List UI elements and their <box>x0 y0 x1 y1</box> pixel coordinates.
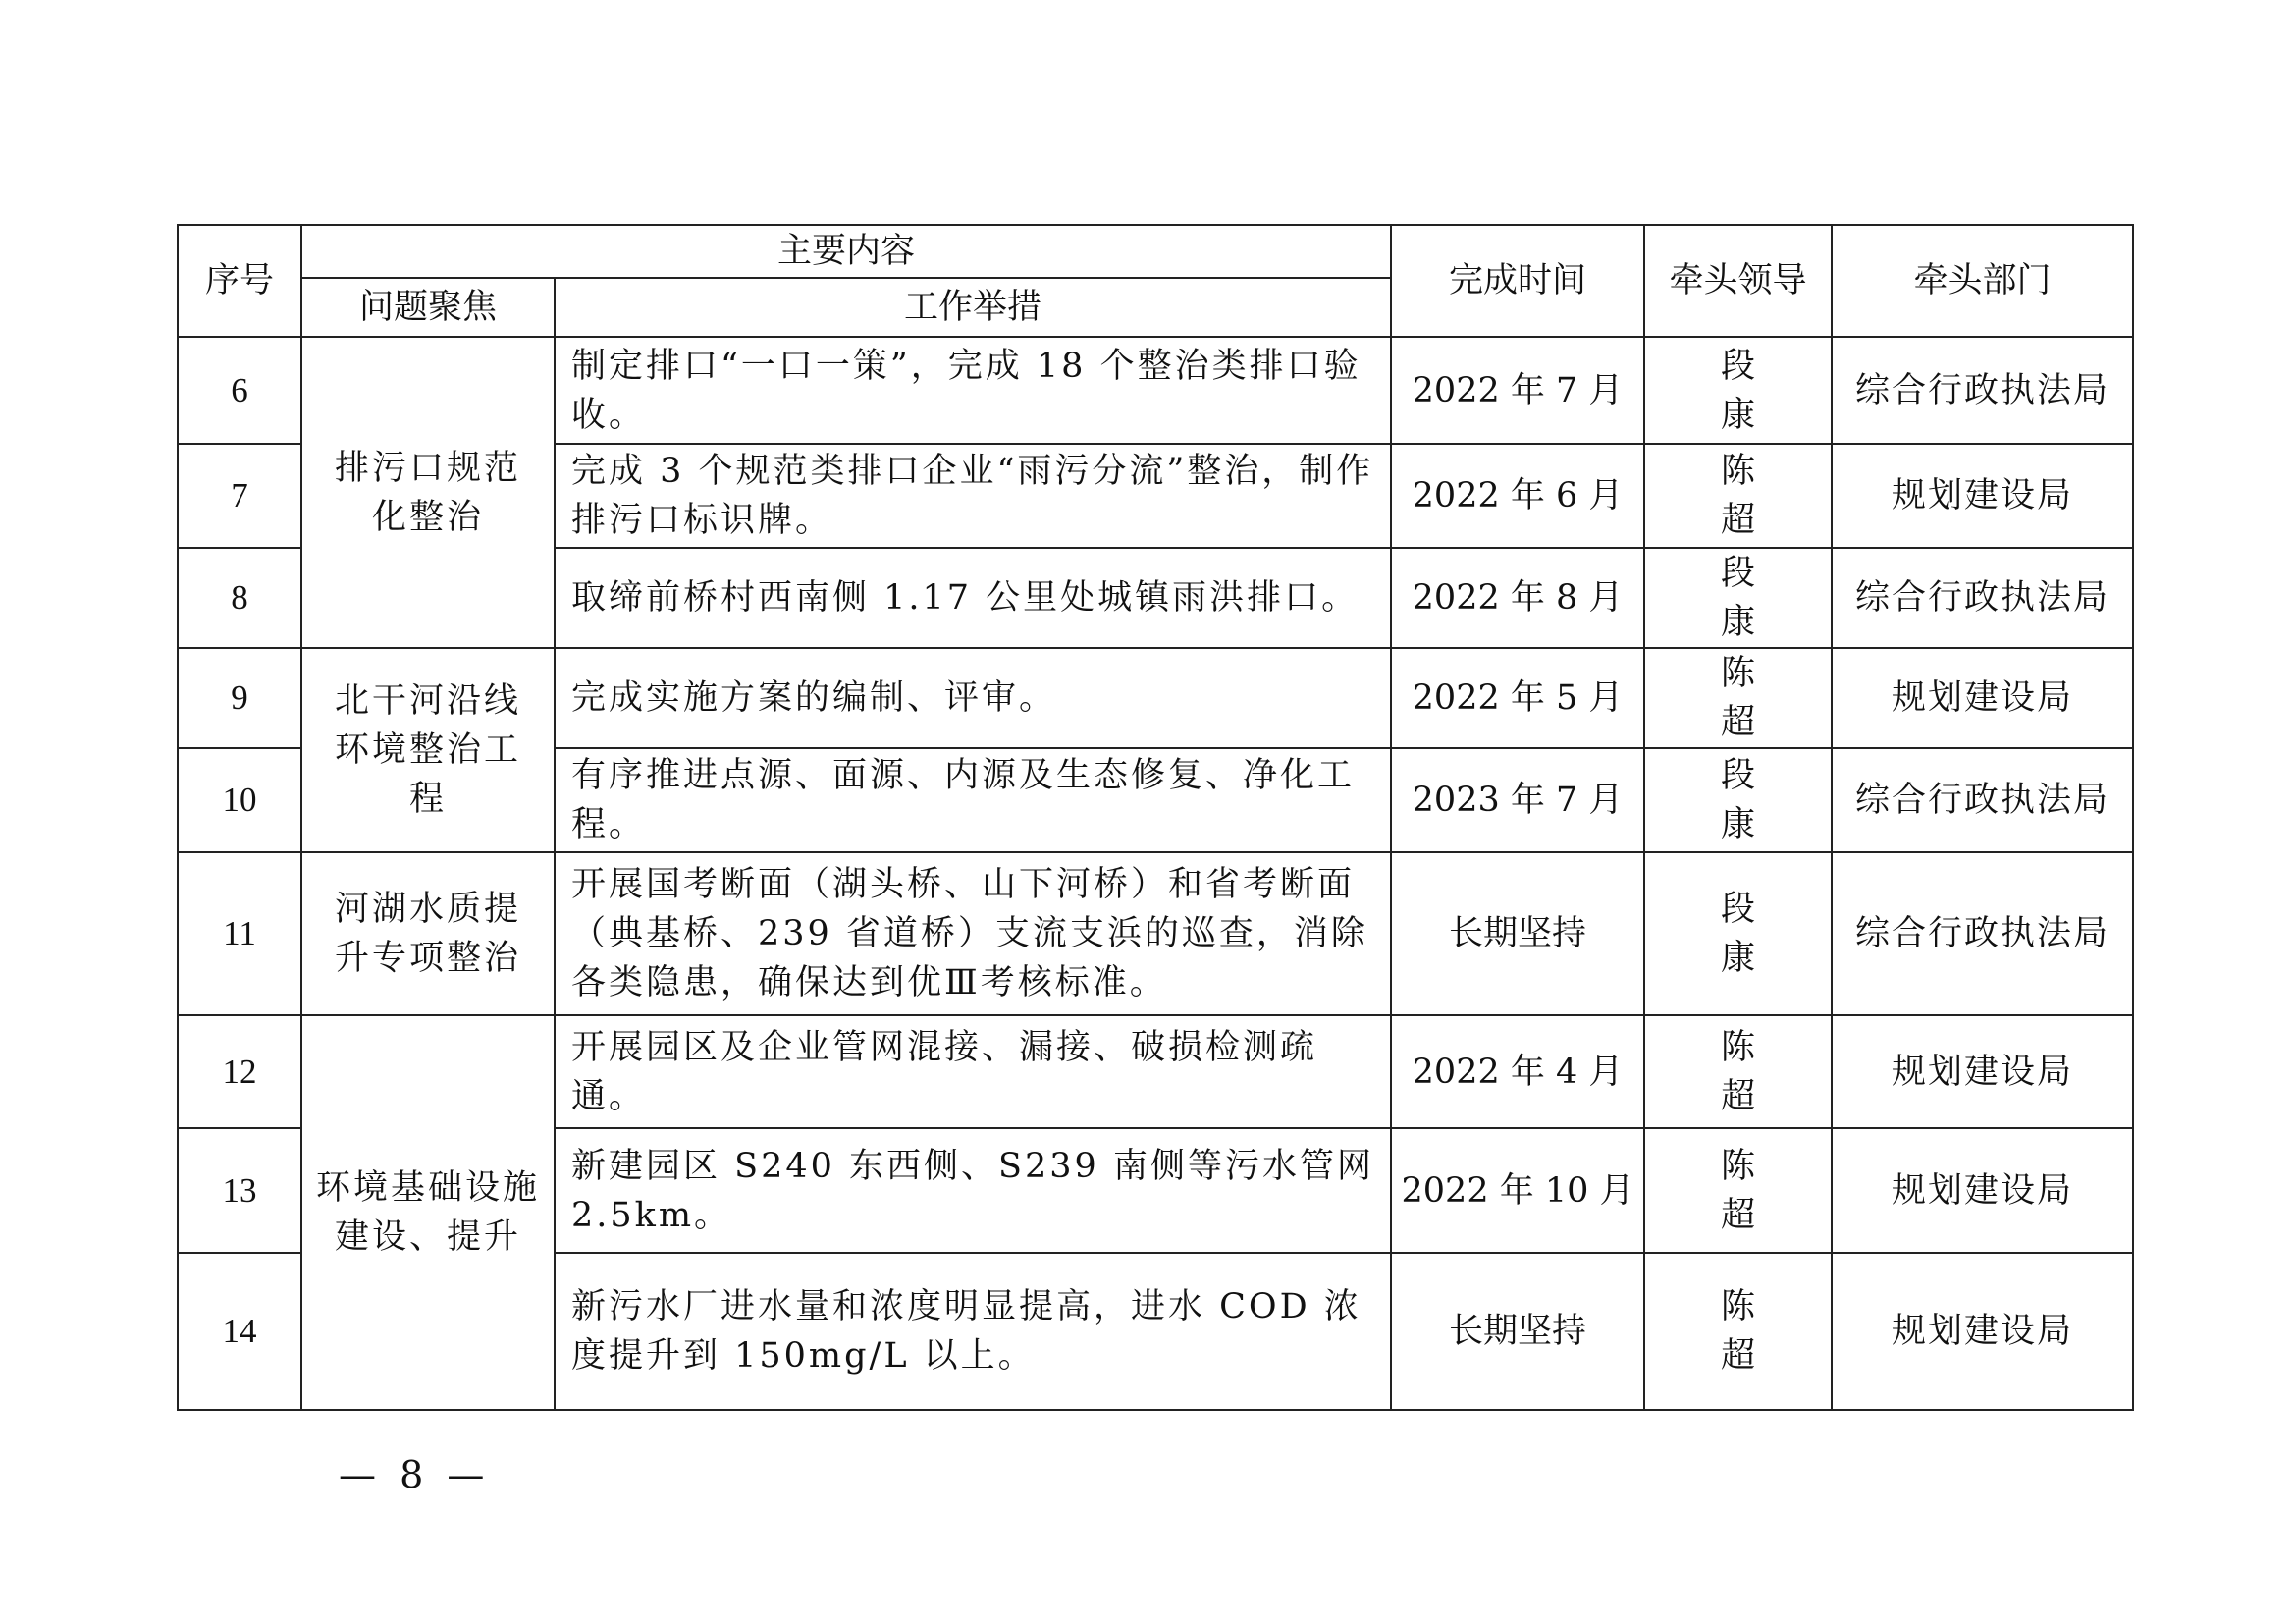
measure-cell: 新建园区 S240 东西侧、S239 南侧等污水管网 2.5km。 <box>555 1128 1391 1253</box>
leader-cell: 陈超 <box>1644 1128 1832 1253</box>
deadline-cell: 2022 年 4 月 <box>1391 1015 1644 1128</box>
leader-cell: 陈超 <box>1644 1015 1832 1128</box>
deadline-cell: 2023 年 7 月 <box>1391 748 1644 852</box>
measure-cell: 完成实施方案的编制、评审。 <box>555 648 1391 748</box>
dept-cell: 综合行政执法局 <box>1832 852 2133 1015</box>
deadline-cell: 长期坚持 <box>1391 1253 1644 1410</box>
measure-cell: 新污水厂进水量和浓度明显提高，进水 COD 浓度提升到 150mg/L 以上。 <box>555 1253 1391 1410</box>
dept-cell: 综合行政执法局 <box>1832 548 2133 648</box>
row-number: 13 <box>178 1128 301 1253</box>
row-number: 8 <box>178 548 301 648</box>
table-row <box>178 648 2133 748</box>
dept-cell: 综合行政执法局 <box>1832 337 2133 444</box>
focus-cell: 环境基础设施建设、提升 <box>301 1015 555 1410</box>
table-row <box>178 337 2133 444</box>
col-header-focus: 问题聚焦 <box>301 278 555 337</box>
col-header-seq: 序号 <box>178 225 301 337</box>
measure-cell: 完成 3 个规范类排口企业“雨污分流”整治，制作排污口标识牌。 <box>555 444 1391 548</box>
col-header-deadline: 完成时间 <box>1391 225 1644 337</box>
table-row <box>178 852 2133 1015</box>
dept-cell: 规划建设局 <box>1832 1253 2133 1410</box>
header-row-1 <box>178 225 2133 278</box>
col-header-dept: 牵头部门 <box>1832 225 2133 337</box>
row-number: 10 <box>178 748 301 852</box>
work-plan-table <box>177 224 2134 1411</box>
col-header-measures: 工作举措 <box>555 278 1391 337</box>
row-number: 12 <box>178 1015 301 1128</box>
dept-cell: 规划建设局 <box>1832 1128 2133 1253</box>
leader-cell: 段康 <box>1644 748 1832 852</box>
deadline-cell: 2022 年 5 月 <box>1391 648 1644 748</box>
leader-cell: 陈超 <box>1644 1253 1832 1410</box>
deadline-cell: 长期坚持 <box>1391 852 1644 1015</box>
page-number: — 8 — <box>339 1453 491 1496</box>
dept-cell: 规划建设局 <box>1832 444 2133 548</box>
row-number: 11 <box>178 852 301 1015</box>
col-header-main-content: 主要内容 <box>301 225 1391 278</box>
measure-cell: 开展国考断面（湖头桥、山下河桥）和省考断面（典基桥、239 省道桥）支流支浜的巡查，消除各类隐患，确保达到优Ⅲ考核标准。 <box>555 852 1391 1015</box>
measure-cell: 取缔前桥村西南侧 1.17 公里处城镇雨洪排口。 <box>555 548 1391 648</box>
measure-cell: 开展园区及企业管网混接、漏接、破损检测疏通。 <box>555 1015 1391 1128</box>
focus-cell: 河湖水质提升专项整治 <box>301 852 555 1015</box>
deadline-cell: 2022 年 7 月 <box>1391 337 1644 444</box>
table-row <box>178 1015 2133 1128</box>
dept-cell: 综合行政执法局 <box>1832 748 2133 852</box>
focus-cell: 排污口规范化整治 <box>301 337 555 648</box>
dept-cell: 规划建设局 <box>1832 648 2133 748</box>
row-number: 9 <box>178 648 301 748</box>
leader-cell: 陈超 <box>1644 444 1832 548</box>
row-number: 14 <box>178 1253 301 1410</box>
row-number: 7 <box>178 444 301 548</box>
dept-cell: 规划建设局 <box>1832 1015 2133 1128</box>
deadline-cell: 2022 年 8 月 <box>1391 548 1644 648</box>
leader-cell: 段康 <box>1644 548 1832 648</box>
leader-cell: 段康 <box>1644 852 1832 1015</box>
row-number: 6 <box>178 337 301 444</box>
deadline-cell: 2022 年 6 月 <box>1391 444 1644 548</box>
deadline-cell: 2022 年 10 月 <box>1391 1128 1644 1253</box>
measure-cell: 制定排口“一口一策”，完成 18 个整治类排口验收。 <box>555 337 1391 444</box>
leader-cell: 陈超 <box>1644 648 1832 748</box>
focus-cell: 北干河沿线环境整治工程 <box>301 648 555 852</box>
leader-cell: 段康 <box>1644 337 1832 444</box>
measure-cell: 有序推进点源、面源、内源及生态修复、净化工程。 <box>555 748 1391 852</box>
col-header-leader: 牵头领导 <box>1644 225 1832 337</box>
